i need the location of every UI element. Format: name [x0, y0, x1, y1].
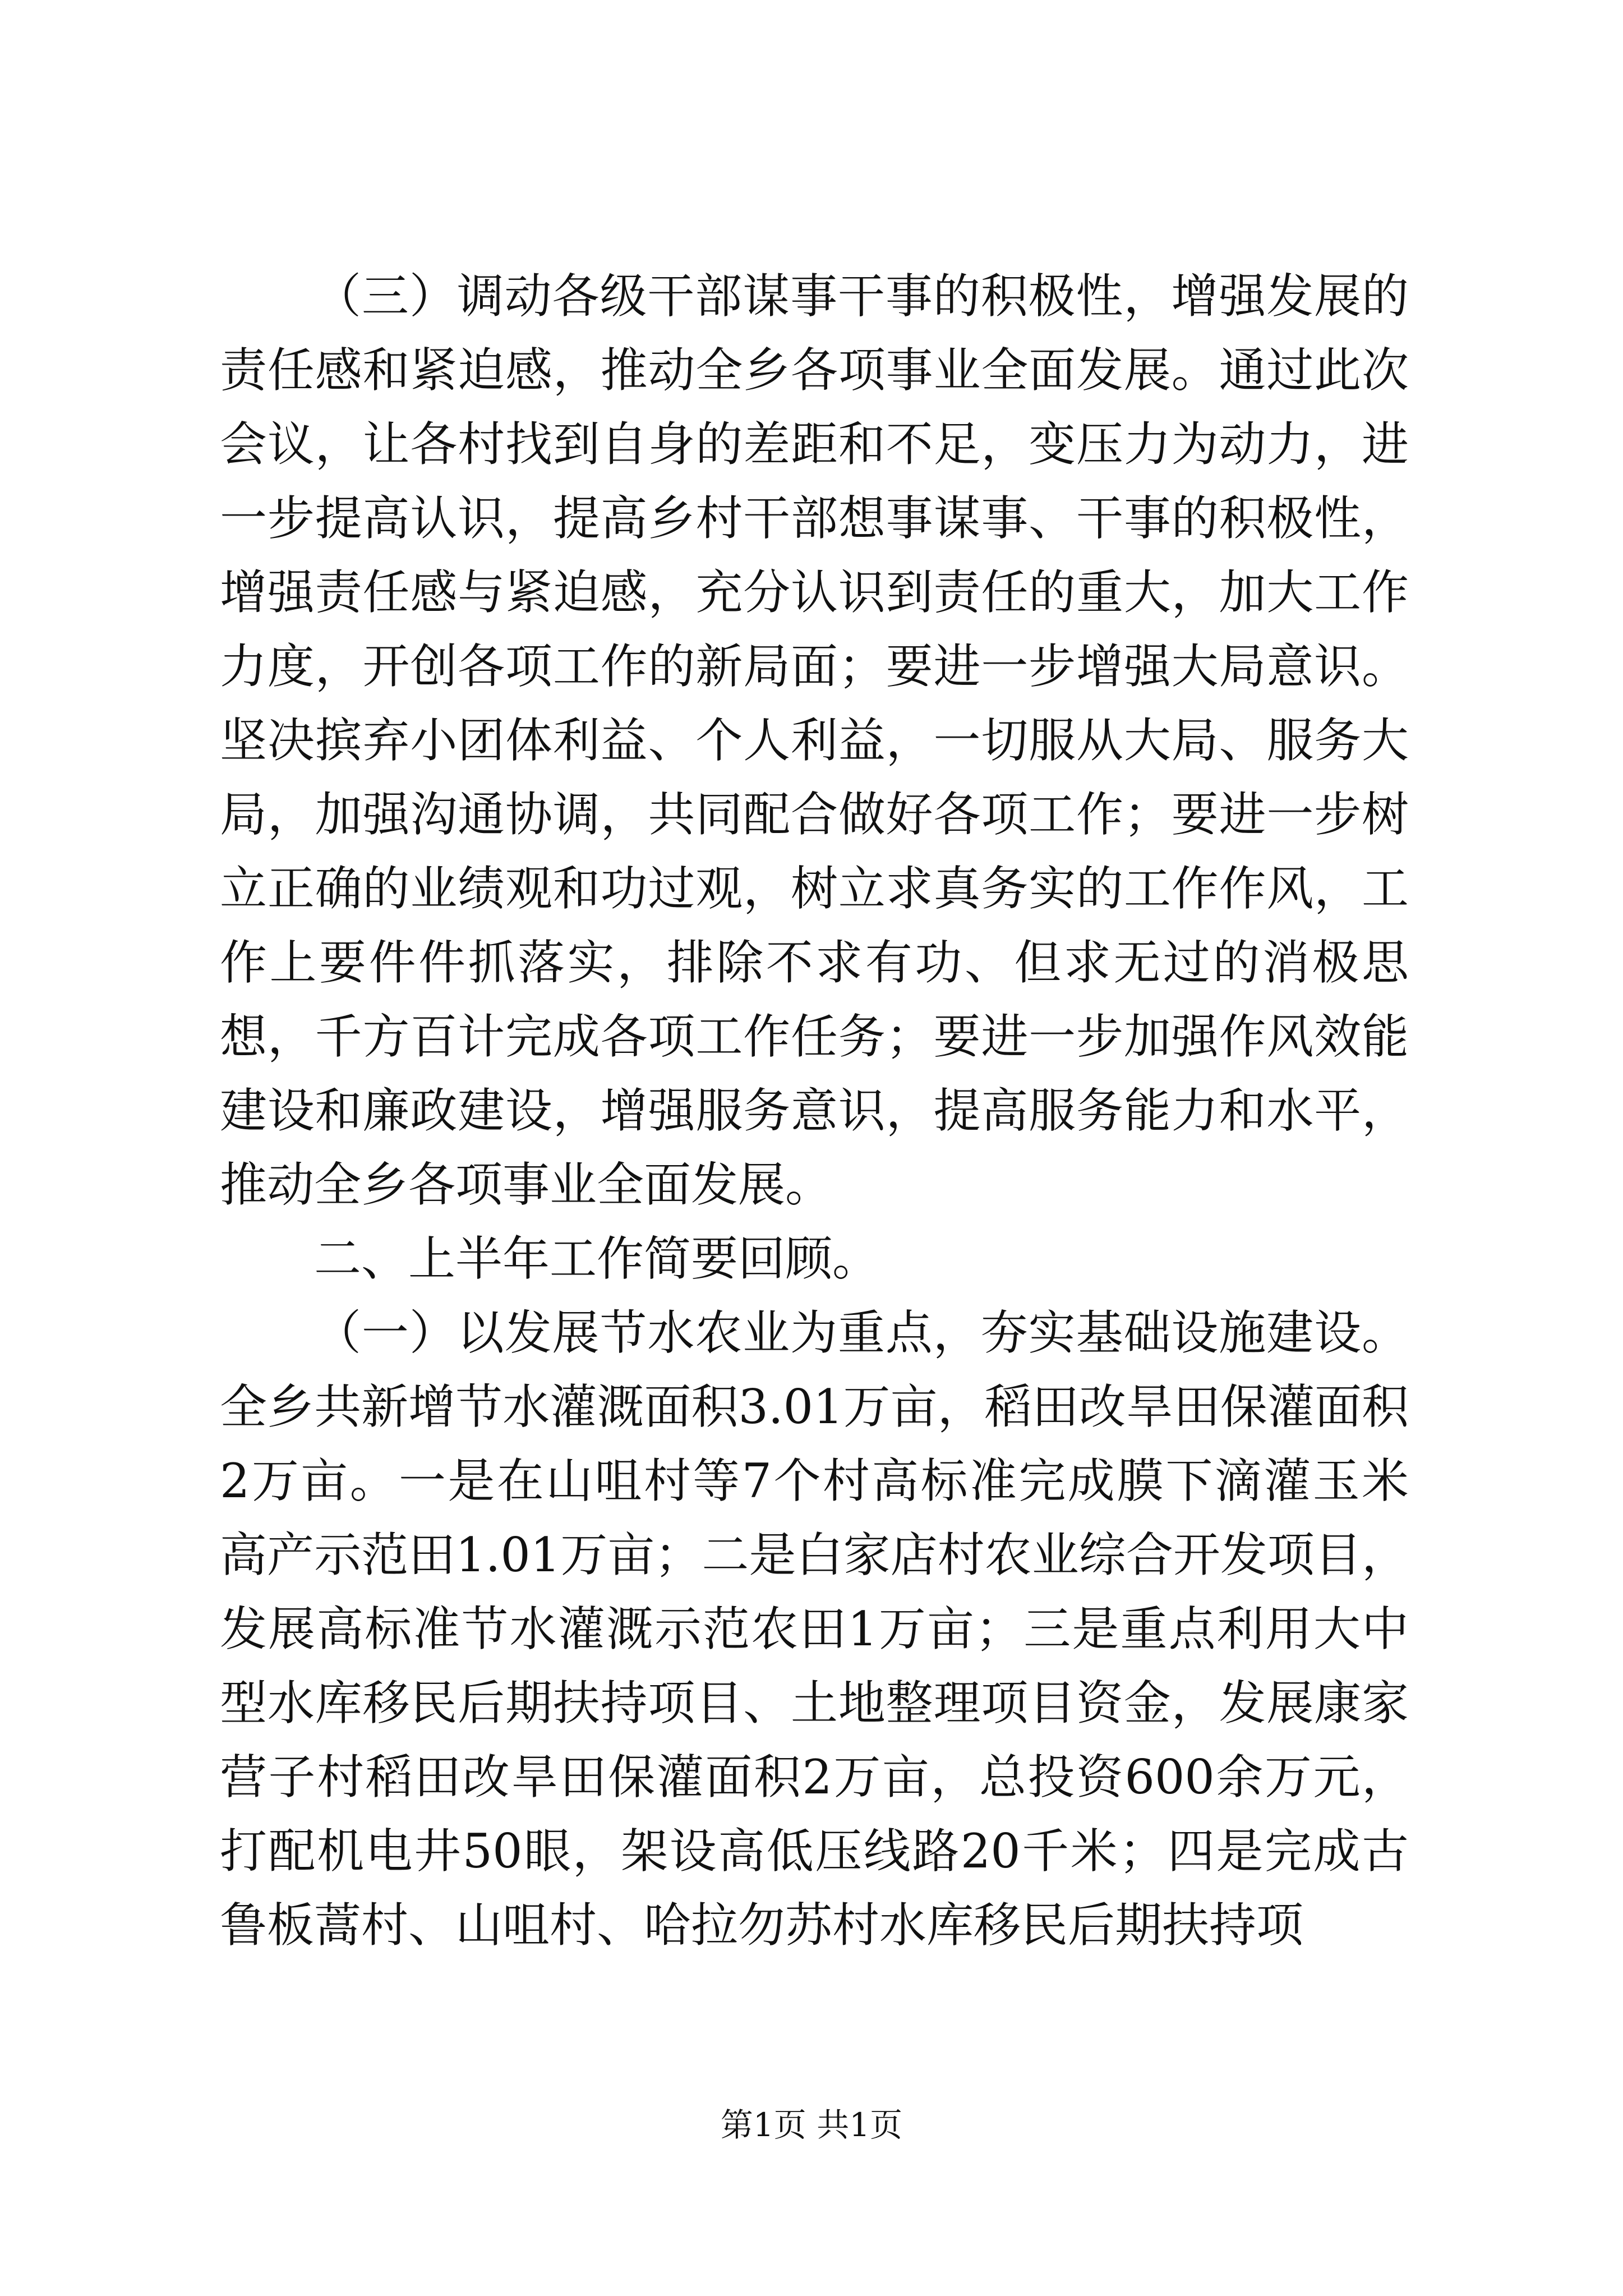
- paragraph-section-one: （一）以发展节水农业为重点，夯实基础设施建设。全乡共新增节水灌溉面积3.01万亩，稻田改旱田保灌面积2万亩。一是在山咀村等7个村高标准完成膜下滴灌玉米高产示范田1.01万亩；二是白家店村农业综合开发项目，发展高标准节水灌溉示范农田1万亩；三是重点利用大中型水库移民后期扶持项目、土地整理项目资金，发展康家营子村稻田改旱田保灌面积2万亩，总投资600余万元，打配机电井50眼，架设高低压线路20千米；四是完成古鲁板蒿村、山咀村、哈拉勿苏村水库移民后期扶持项: [220, 1305, 1409, 1953]
- paragraph-section-three: （三）调动各级干部谋事干事的积极性，增强发展的责任感和紧迫感，推动全乡各项事业全面发展。通过此次会议，让各村找到自身的差距和不足，变压力为动力，进一步提高认识，提高乡村干部想事谋事、干事的积极性，增强责任感与紧迫感，充分认识到责任的重大，加大工作力度，开创各项工作的新局面；要进一步增强大局意识。坚决摈弃小团体利益、个人利益，一切服从大局、服务大局，加强沟通协调，共同配合做好各项工作；要进一步树立正确的业绩观和功过观，树立求真务实的工作作风，工作上要件件抓落实，排除不求有功、但求无过的消极思想，千方百计完成各项工作任务；要进一步加强作风效能建设和廉政建设，增强服务意识，提高服务能力和水平，推动全乡各项事业全面发展。: [220, 269, 1409, 1212]
- page-footer: 第1页 共1页: [720, 2106, 903, 2144]
- heading-half-year-review: 二、上半年工作简要回顾。: [314, 1231, 880, 1286]
- document-body: [220, 259, 1409, 1962]
